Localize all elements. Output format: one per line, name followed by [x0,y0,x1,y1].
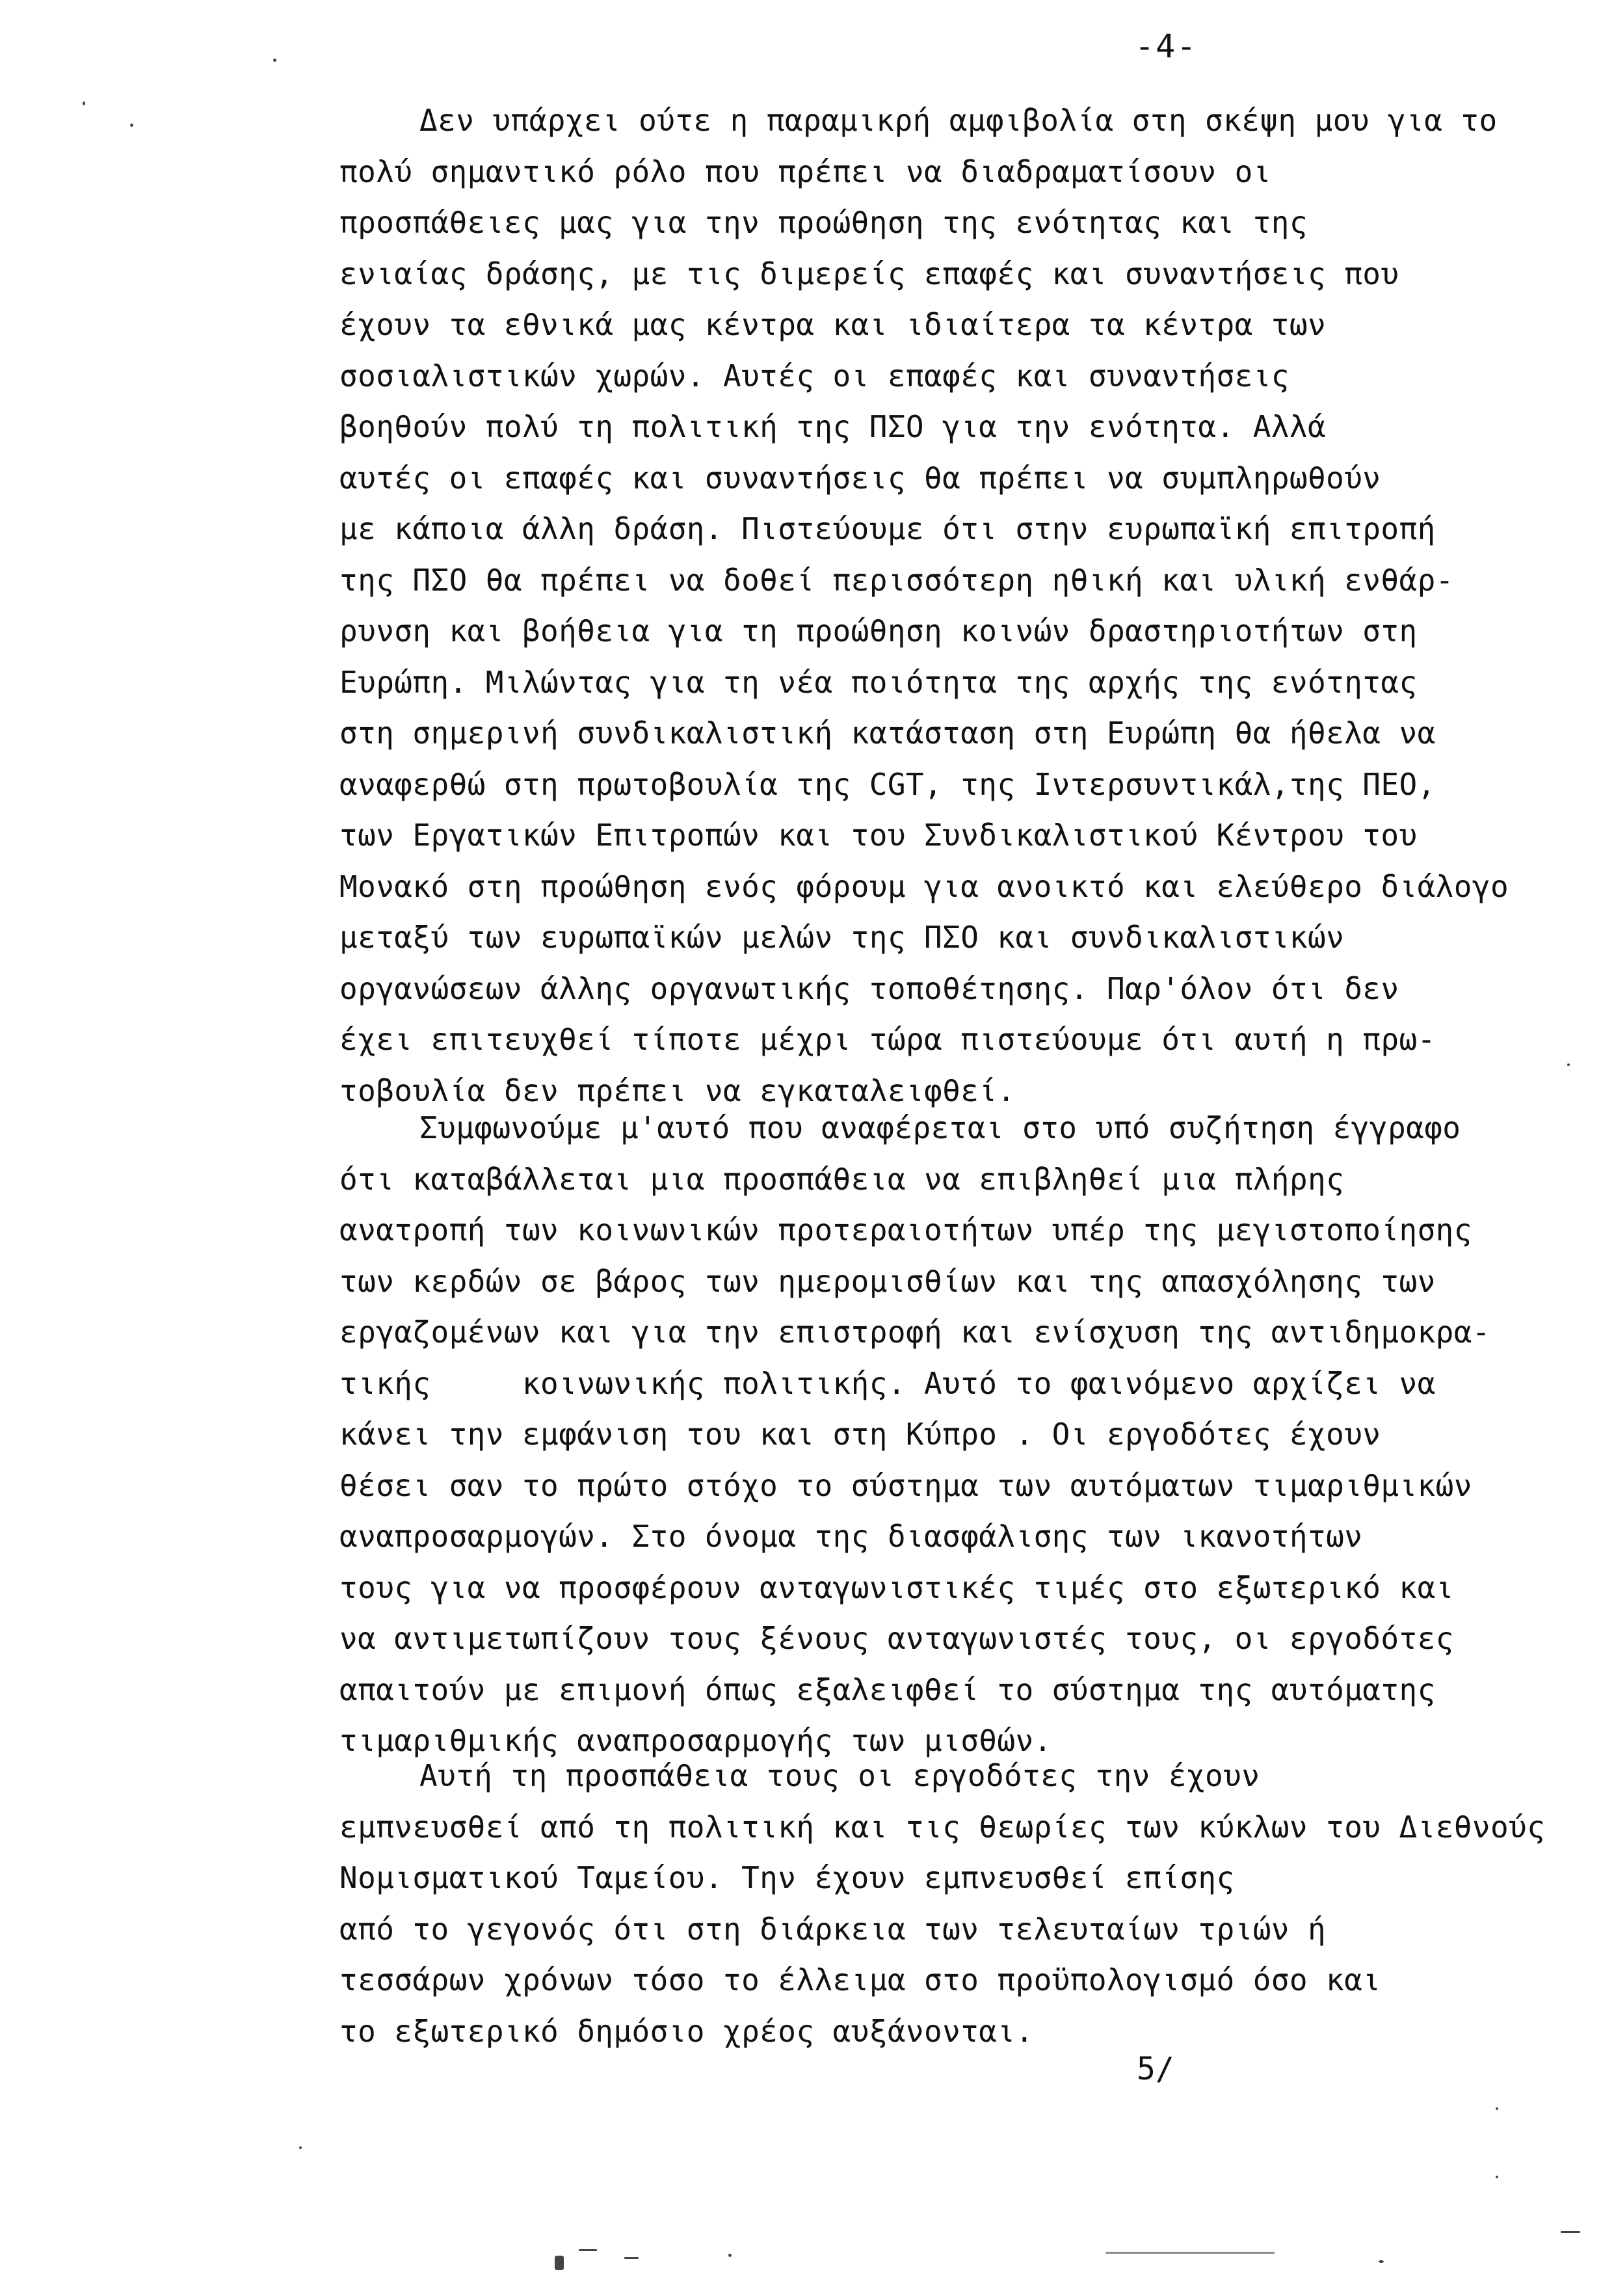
text-line: πολύ σημαντικό ρόλο που πρέπει να διαδραματίσουν οι [339,154,1271,189]
text-line: ότι καταβάλλεται μια προσπάθεια να επιβληθεί μια πλήρης [339,1161,1345,1197]
text-line: αναπροσαρμογών. Στο όνομα της διασφάλισης των ικανοτήτων [339,1519,1363,1554]
text-line: των Εργατικών Επιτροπών και του Συνδικαλιστικού Κέντρου του [339,818,1418,853]
scan-speck [624,2257,639,2259]
text-line: προσπάθειες μας για την προώθηση της ενότητας και της [339,205,1308,240]
paragraph-3 [339,1750,1568,2057]
scan-speck [299,2146,302,2149]
text-line: από το γεγονός ότι στη διάρκεια των τελευταίων τριών ή [339,1911,1327,1947]
text-line: τεσσάρων χρόνων τόσο το έλλειμα στο προϋπολογισμό όσο και [339,1962,1381,1997]
scan-speck [579,2249,597,2251]
text-line: Ευρώπη. Μιλώντας για τη νέα ποιότητα της αρχής της ενότητας [339,664,1418,700]
text-line: τιμαριθμικής αναπροσαρμογής των μισθών. [339,1723,1052,1758]
page-number: -4- [1135,27,1198,65]
text-line: τικής κοινωνικής πολιτικής. Αυτό το φαινόμενο αρχίζει να [339,1365,1436,1401]
text-line: σοσιαλιστικών χωρών. Αυτές οι επαφές και συναντήσεις [339,358,1290,394]
text-line: οργανώσεων άλλης οργανωτικής τοποθέτησης. Παρ'όλον ότι δεν [339,970,1399,1006]
text-line: έχουν τα εθνικά μας κέντρα και ιδιαίτερα τα κέντρα των [339,307,1327,342]
text-line: Μονακό στη προώθηση ενός φόρουμ για ανοικτό και ελεύθερο διάλογο [339,868,1509,904]
scan-speck [1105,2252,1275,2254]
text-line: τους για να προσφέρουν ανταγωνιστικές τιμές στο εξωτερικό και [339,1569,1454,1605]
scan-speck [555,2256,564,2270]
text-line: βοηθούν πολύ τη πολιτική της ΠΣΟ για την ενότητα. Αλλά [339,409,1327,444]
text-line: Νομισματικού Ταμείου. Την έχουν εμπνευσθεί επίσης [339,1860,1235,1895]
text-line: Αυτή τη προσπάθεια τους οι εργοδότες την έχουν [419,1758,1260,1793]
text-line: κάνει την εμφάνιση του και στη Κύπρο . Οι εργοδότες έχουν [339,1417,1381,1452]
text-line: Δεν υπάρχει ούτε η παραμικρή αμφιβολία στη σκέψη μου για το [419,103,1498,138]
text-line: μεταξύ των ευρωπαϊκών μελών της ΠΣΟ και συνδικαλιστικών [339,920,1345,955]
text-line: το εξωτερικό δημόσιο χρέος αυξάνονται. [339,2013,1034,2049]
paragraph-2 [339,1102,1568,1767]
text-line: αναφερθώ στη πρωτοβουλία της CGT, της Ιντερσυντικάλ,της ΠΕΟ, [339,766,1436,802]
text-line: με κάποια άλλη δράση. Πιστεύουμε ότι στην ευρωπαϊκή επιτροπή [339,511,1436,546]
text-line: απαιτούν με επιμονή όπως εξαλειφθεί το σύστημα της αυτόματης [339,1672,1436,1707]
text-line: να αντιμετωπίζουν τους ξένους ανταγωνιστές τους, οι εργοδότες [339,1621,1454,1656]
text-line: Συμφωνούμε μ'αυτό που αναφέρεται στο υπό συζήτηση έγγραφο [419,1110,1461,1145]
text-line: αυτές οι επαφές και συναντήσεις θα πρέπει να συμπληρωθούν [339,460,1381,496]
paragraph-1 [339,95,1568,1116]
scan-speck [83,101,85,105]
text-line: στη σημερινή συνδικαλιστική κατάσταση στη Ευρώπη θα ήθελα να [339,715,1436,751]
text-line: εμπνευσθεί από τη πολιτική και τις θεωρίες των κύκλων του Διεθνούς [339,1809,1546,1845]
scan-speck [728,2254,732,2257]
text-line: ενιαίας δράσης, με τις διμερείς επαφές και συναντήσεις που [339,256,1399,291]
text-line: έχει επιτευχθεί τίποτε μέχρι τώρα πιστεύουμε ότι αυτή η πρω- [339,1022,1436,1057]
continuation-page-marker: 5/ [1137,2051,1174,2087]
text-line: ρυνση και βοήθεια για τη προώθηση κοινών δραστηριοτήτων στη [339,613,1418,648]
text-line: της ΠΣΟ θα πρέπει να δοθεί περισσότερη ηθική και υλική ενθάρ- [339,562,1454,598]
scan-speck [1496,2107,1498,2110]
scan-speck [1496,2176,1498,2178]
scan-speck [1379,2260,1384,2263]
text-line: θέσει σαν το πρώτο στόχο το σύστημα των αυτόματων τιμαριθμικών [339,1467,1472,1503]
text-line: τοβουλία δεν πρέπει να εγκαταλειφθεί. [339,1073,1016,1108]
scan-speck [1567,1063,1570,1066]
scan-speck [273,59,276,62]
text-line: των κερδών σε βάρος των ημερομισθίων και της απασχόλησης των [339,1263,1436,1299]
scan-speck [130,124,133,127]
text-line: ανατροπή των κοινωνικών προτεραιοτήτων υπέρ της μεγιστοποίησης [339,1212,1472,1248]
text-line: εργαζομένων και για την επιστροφή και ενίσχυση της αντιδημοκρα- [339,1315,1490,1350]
scan-speck [1561,2231,1580,2233]
